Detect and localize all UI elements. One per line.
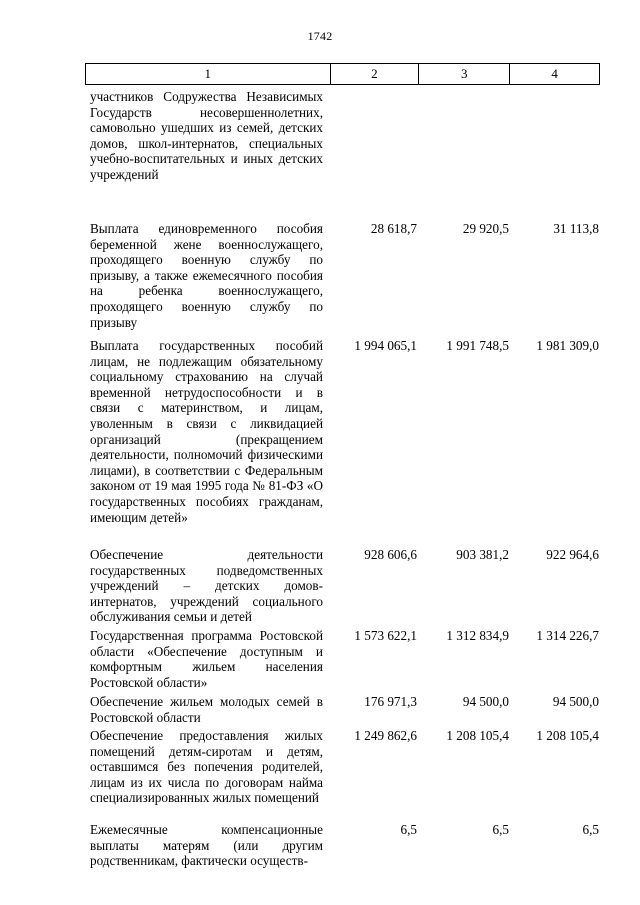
row-value-col2: 176 971,3 — [364, 694, 417, 709]
column-header-4: 4 — [510, 64, 600, 84]
row-description: Выплата единовременного пособия беременной жене военнослужащего, проходящего военную службу по призыву, а также ежемесячного пособия на ребенка военнослужащего, проходящего военную службу по призыву — [90, 221, 323, 330]
row-value-col3: 1 991 748,5 — [446, 338, 509, 353]
table-row — [85, 338, 600, 525]
column-header-3: 3 — [419, 64, 510, 84]
row-value-col2: 1 249 862,6 — [354, 728, 417, 743]
row-description: Обеспечение деятельности государственных подведомственных учреждений – детских домов-интернатов, учреждений социального обслуживания семьи и детей — [90, 547, 323, 625]
table-row — [85, 822, 600, 869]
budget-table — [85, 63, 600, 869]
row-value-col4: 1 314 226,7 — [536, 628, 599, 643]
row-value-col3: 29 920,5 — [462, 221, 509, 236]
row-value-col2: 1 573 622,1 — [354, 628, 417, 643]
row-description: Обеспечение предоставления жилых помещений детям-сиротам и детям, оставшимся без попечения родителей, лицам из их числа по договорам найма специализированных жилых помещений — [90, 728, 323, 806]
row-value-col4: 94 500,0 — [552, 694, 599, 709]
table-row — [85, 728, 600, 806]
table-row — [85, 694, 600, 725]
row-value-col3: 1 312 834,9 — [446, 628, 509, 643]
column-header-1: 1 — [86, 64, 331, 84]
page-number: 1742 — [307, 29, 333, 43]
row-description: Ежемесячные компенсационные выплаты матерям (или другим родственникам, фактически осуществ- — [90, 822, 323, 869]
row-description: Выплата государственных пособий лицам, не подлежащим обязательному социальному страхованию на случай временной нетрудоспособности и в связи с материнством, и лицам, уволенным в связи с ликвидацией организаций (прекращением деятельности, полномочий физическими лицами), в соответствии с Федеральным законом от 19 мая 1995 года № 81-ФЗ «О государственных пособиях гражданам, имеющим детей» — [90, 338, 323, 525]
row-value-col3: 1 208 105,4 — [446, 728, 509, 743]
table-row — [85, 221, 600, 330]
row-value-col4: 1 981 309,0 — [536, 338, 599, 353]
row-value-col3: 903 381,2 — [456, 547, 509, 562]
row-value-col2: 928 606,6 — [364, 547, 417, 562]
row-value-col3: 94 500,0 — [462, 694, 509, 709]
row-value-col2: 6,5 — [400, 822, 417, 837]
row-value-col2: 28 618,7 — [370, 221, 417, 236]
row-description: Обеспечение жильем молодых семей в Ростовской области — [90, 694, 323, 725]
row-value-col4: 922 964,6 — [546, 547, 599, 562]
row-value-col4: 6,5 — [582, 822, 599, 837]
row-value-col4: 31 113,8 — [553, 221, 599, 236]
column-header-2: 2 — [331, 64, 420, 84]
table-header-row — [85, 63, 600, 85]
table-row — [85, 628, 600, 690]
row-value-col3: 6,5 — [492, 822, 509, 837]
table-row — [85, 89, 600, 183]
row-value-col2: 1 994 065,1 — [354, 338, 417, 353]
table-row — [85, 547, 600, 625]
row-value-col4: 1 208 105,4 — [536, 728, 599, 743]
row-description: Государственная программа Ростовской области «Обеспечение доступным и комфортным жильем населения Ростовской области» — [90, 628, 323, 690]
row-description: участников Содружества Независимых Государств несовершеннолетних, самовольно ушедших из семей, детских домов, школ-интернатов, специальных учебно-воспитательных и иных детских учреждений — [90, 89, 323, 182]
